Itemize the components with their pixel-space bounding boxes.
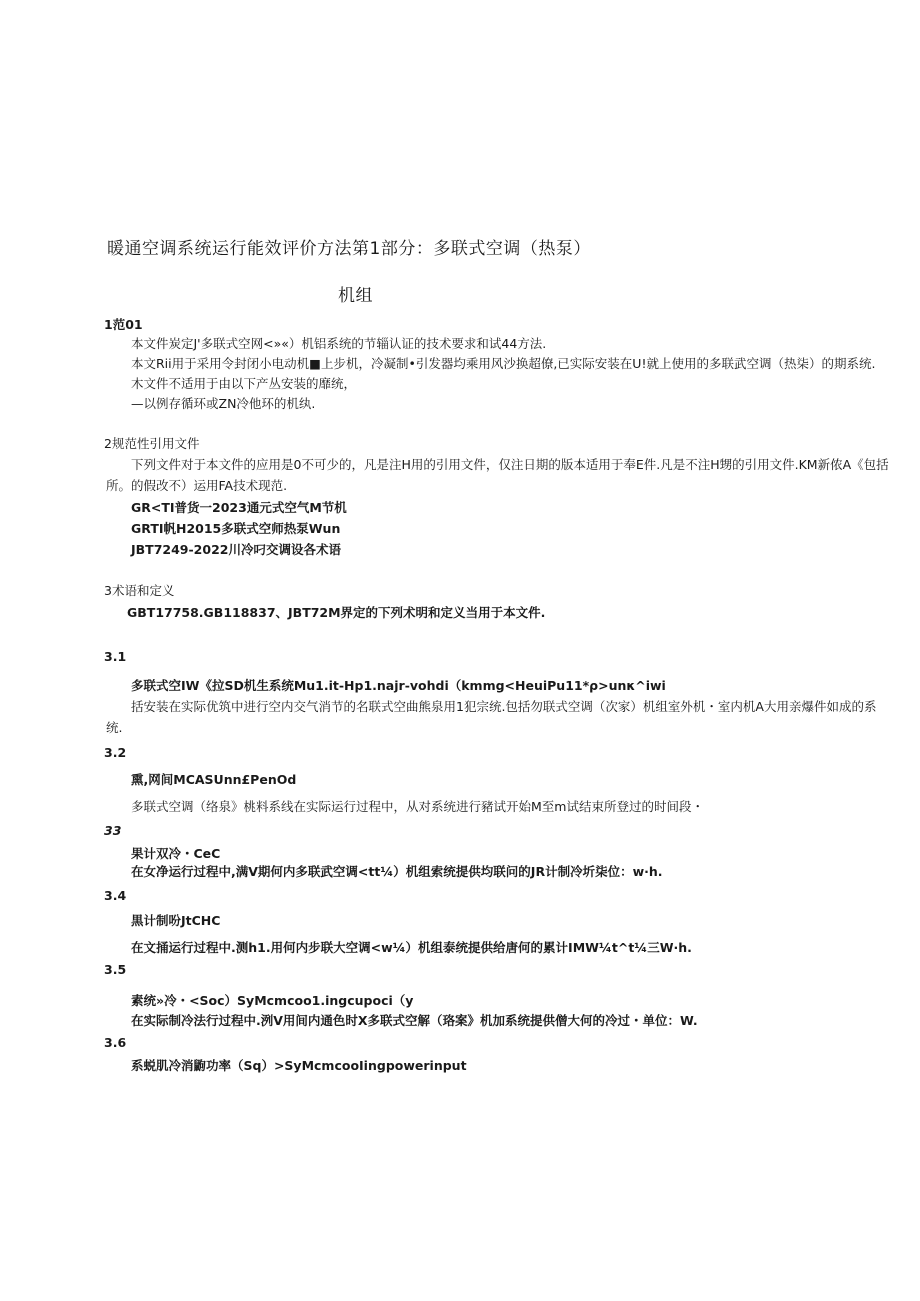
clause-3-4-number: 3.4 <box>104 888 127 903</box>
clause-3-1-term: 多联式空IW《拉SD机生系统Mu1.it-Hp1.najr-vohdi（kmmg<HeuiPu11*ρ>unκ^iwi <box>131 678 666 693</box>
clause-3-3-number: 33 <box>104 823 122 838</box>
clause-3-5-term: 素统»冷・<Soc）SyMcmcoo1.ingcupoci（y <box>131 993 414 1008</box>
clause-3-6-term: 系蜕肌冷消鼩功率（Sq）>SyMcmcooIingpowerinput <box>131 1058 467 1073</box>
clause-3-1-number: 3.1 <box>104 649 127 664</box>
clause-3-3-term: 果计双冷・CeC <box>131 846 221 861</box>
section-2-heading: 2规范性引用文件 <box>104 436 200 451</box>
section-1-heading: 1范01 <box>104 317 143 332</box>
section-1-para-4: —以例存循环或ZN冷他环的机纨. <box>131 396 316 411</box>
reference-1: GR<TI普货一2023通元式空气M节机 <box>131 500 347 515</box>
clause-3-6-number: 3.6 <box>104 1035 127 1050</box>
clause-3-2-definition: 多联式空调（络泉》桃料系线在实际运行过程中，从对系统进行豬试开始M至m试结束所登过的时间段・ <box>131 799 704 814</box>
section-3-heading: 3术语和定义 <box>104 583 175 598</box>
section-2-para-line-2: 所。的假改不）运用FA技术现范. <box>106 478 288 493</box>
section-3-para: GBT17758.GB118837、JBT72M界定的下列术明和定义当用于本文件. <box>127 605 546 620</box>
document-title-continued: 机组 <box>338 286 373 306</box>
section-1-para-2: 本文Rii用于采用令封闭小电动机■上步机，冷凝制•引发器均乘用风沙换超僚,已实际安装在U!就上使用的多联武空调（热柒）的期系统. <box>131 356 876 371</box>
clause-3-4-term: 黒计制吩JtCHC <box>131 913 221 928</box>
reference-2: GRTI帆H2015多联式空师热泵Wun <box>131 521 341 536</box>
section-1-para-1: 本文件炭定J'多联式空网<»«）机铝系统的节辎认证的技术要求和试44方法. <box>131 336 547 351</box>
clause-3-5-definition: 在实际制冷法行过程中.洌V用间内通色时X多联式空解（珞案》机加系统提供僧大何的冷过・单位：W. <box>131 1013 698 1028</box>
document-title: 暖通空调系统运行能效评价方法第1部分：多联式空调（热泵） <box>107 239 591 259</box>
clause-3-5-number: 3.5 <box>104 962 127 977</box>
clause-3-4-definition: 在文捅运行过程中.测h1.用何内步联大空调<w¼）机组泰统提供给唐何的累计IMW¼t^t¼三W·h. <box>131 940 692 955</box>
clause-3-3-definition: 在女净运行过程中,满V期何内多联武空调<tt¼）机组索统提供均联问的JR计制冷圻柒位：w·h. <box>131 864 663 879</box>
clause-3-2-term: 熏,网间MCASUnn£PenOd <box>131 772 297 787</box>
clause-3-1-definition-continued: 统. <box>106 720 123 735</box>
clause-3-1-definition: 括安装在实际优筑中进行空内交气消节的名联式空曲熊泉用1犯宗统.包括勿联式空调（次家）机组室外机・室内机A大用亲爆件如成的系 <box>131 699 877 714</box>
section-1-para-3: 木文件不适用于由以下产丛安装的靡统， <box>131 376 357 391</box>
clause-3-2-number: 3.2 <box>104 745 127 760</box>
section-2-para-line-1: 下列文件对于本文件的应用是0不可少的，凡是注H用的引用文件，仅注日期的版本适用于奉E件.凡是不注H甥的引用文件.KM新侬A《包括 <box>131 457 889 472</box>
reference-3: JBT7249-2022川冷叼交调设各术语 <box>131 542 341 557</box>
